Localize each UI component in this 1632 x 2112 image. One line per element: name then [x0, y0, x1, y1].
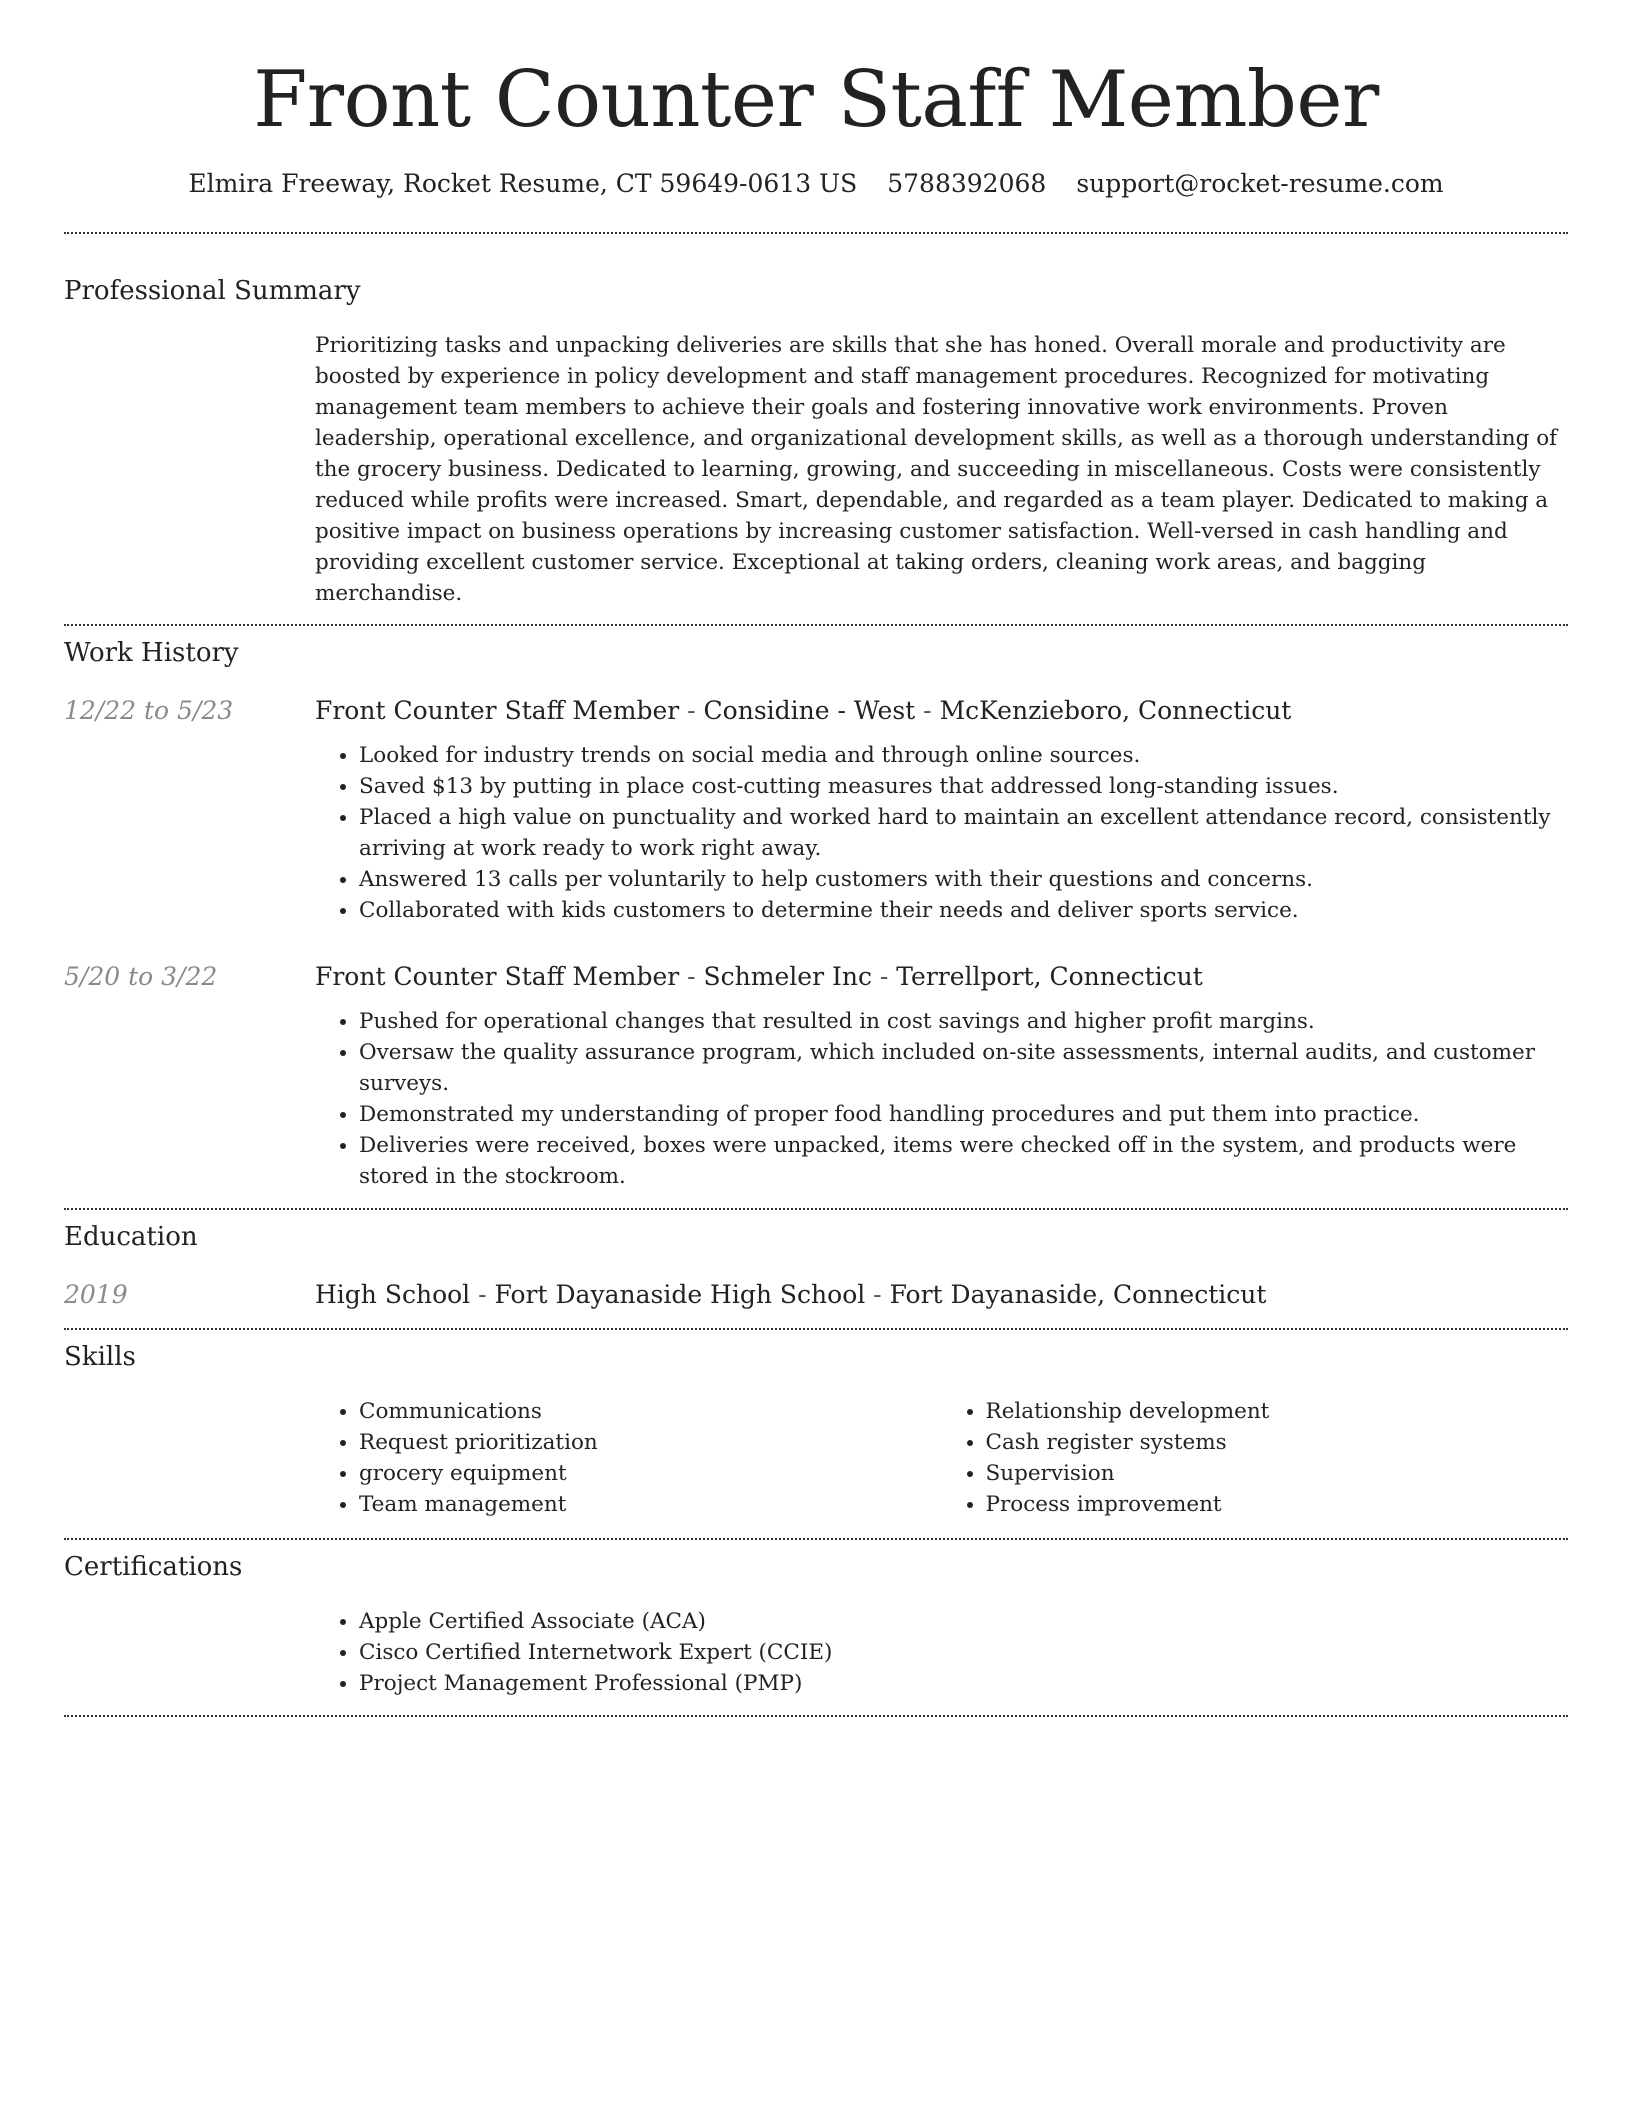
- job-bullet: • Deliveries were received, boxes were unpacked, items were checked off in the system, and products were stored in the stockroom.: [359, 1130, 1568, 1192]
- job-separator: -: [915, 696, 940, 725]
- education-separator: -: [470, 1280, 495, 1309]
- job-bullet: • Collaborated with kids customers to determine their needs and deliver sports service.: [359, 895, 1568, 926]
- job-bullet: • Oversaw the quality assurance program, which included on-site assessments, internal audits, and customer surveys.: [359, 1037, 1568, 1099]
- divider: [64, 624, 1568, 626]
- job-bullet: • Placed a high value on punctuality and worked hard to maintain an excellent attendance record, consistently arriving at work ready to work right away.: [359, 802, 1568, 864]
- education-location: Fort Dayanaside, Connecticut: [889, 1280, 1267, 1309]
- certification-item: • Project Management Professional (PMP): [359, 1668, 1568, 1699]
- education-section: [64, 1220, 1568, 1312]
- certifications-section: [64, 1550, 1568, 1699]
- job-position: Front Counter Staff Member: [315, 962, 680, 991]
- job-dates: 5/20 to 3/22: [64, 962, 218, 991]
- job-separator: -: [679, 962, 704, 991]
- contact-phone: 5788392068: [887, 169, 1047, 198]
- job-bullets: [315, 740, 1568, 926]
- skill-item: • Request prioritization: [359, 1427, 942, 1458]
- summary-title: Professional Summary: [64, 276, 361, 306]
- divider: [64, 232, 1568, 234]
- education-title: Education: [64, 1222, 198, 1252]
- job-bullet: • Looked for industry trends on social media and through online sources.: [359, 740, 1568, 771]
- skill-item: • Team management: [359, 1489, 942, 1520]
- resume-page: [64, 0, 1568, 1717]
- job-separator: -: [871, 962, 897, 991]
- summary-section: [64, 274, 1568, 609]
- job-location: Terrellport, Connecticut: [896, 962, 1203, 991]
- job-bullet: • Answered 13 calls per voluntarily to help customers with their questions and concerns.: [359, 864, 1568, 895]
- skill-item: • Cash register systems: [986, 1427, 1569, 1458]
- job-separator: -: [679, 696, 704, 725]
- job-company: Schmeler Inc: [703, 962, 872, 991]
- contact-address: Elmira Freeway, Rocket Resume, CT 59649-0613 US: [188, 169, 858, 198]
- job-company: Considine - West: [703, 696, 916, 725]
- contact-line: [64, 168, 1568, 200]
- divider: [64, 1208, 1568, 1210]
- job-bullet: • Demonstrated my understanding of proper food handling procedures and put them into practice.: [359, 1099, 1568, 1130]
- certification-item: • Apple Certified Associate (ACA): [359, 1606, 1568, 1637]
- job-position: Front Counter Staff Member: [315, 696, 680, 725]
- skill-item: • grocery equipment: [359, 1458, 942, 1489]
- skills-title: Skills: [64, 1342, 136, 1372]
- education-school: Fort Dayanaside High School: [494, 1280, 866, 1309]
- education-title-line: [315, 1278, 1568, 1312]
- skill-item: • Supervision: [986, 1458, 1569, 1489]
- job-entry: [64, 960, 1568, 1192]
- summary-text: Prioritizing tasks and unpacking deliveries are skills that she has honed. Overall morale and productivity are boosted by experience in policy development and staff management procedures. Recognized for motivating management team members to achieve their goals and fostering innovative work environments. Proven leadership, operational excellence, and organizational development skills, as well as a thorough understanding of the grocery business. Dedicated to learning, growing, and succeeding in miscellaneous. Costs were consistently reduced while profits were increased. Smart, dependable, and regarded as a team player. Dedicated to making a positive impact on business operations by increasing customer satisfaction. Well-versed in cash handling and providing excellent customer service. Exceptional at taking orders, cleaning work areas, and bagging merchandise.: [315, 333, 1558, 606]
- education-entry: [64, 1278, 1568, 1312]
- job-bullet: • Pushed for operational changes that resulted in cost savings and higher profit margins.: [359, 1006, 1568, 1037]
- skill-item: • Relationship development: [986, 1396, 1569, 1427]
- skills-list-left: [315, 1396, 942, 1520]
- skill-item: • Communications: [359, 1396, 942, 1427]
- skill-item: • Process improvement: [986, 1489, 1569, 1520]
- candidate-name: Front Counter Staff Member: [253, 55, 1379, 145]
- skills-section: [64, 1340, 1568, 1520]
- education-degree: High School: [315, 1280, 471, 1309]
- certifications-title: Certifications: [64, 1552, 243, 1582]
- divider: [64, 1715, 1568, 1717]
- job-bullets: [315, 1006, 1568, 1192]
- certifications-list: [315, 1606, 1568, 1699]
- work-history-title: Work History: [64, 638, 239, 668]
- job-title: [315, 694, 1568, 728]
- work-history-section: [64, 636, 1568, 1192]
- divider: [64, 1538, 1568, 1540]
- job-title: [315, 960, 1568, 994]
- contact-email: support@rocket-resume.com: [1076, 169, 1444, 198]
- divider: [64, 1328, 1568, 1330]
- skills-list-right: [942, 1396, 1569, 1520]
- education-separator: -: [865, 1280, 890, 1309]
- job-bullet: • Saved $13 by putting in place cost-cutting measures that addressed long-standing issues.: [359, 771, 1568, 802]
- certification-item: • Cisco Certified Internetwork Expert (CCIE): [359, 1637, 1568, 1668]
- job-dates: 12/22 to 5/23: [64, 696, 234, 725]
- job-location: McKenzieboro, Connecticut: [939, 696, 1292, 725]
- job-entry: [64, 694, 1568, 926]
- education-year: 2019: [64, 1280, 128, 1309]
